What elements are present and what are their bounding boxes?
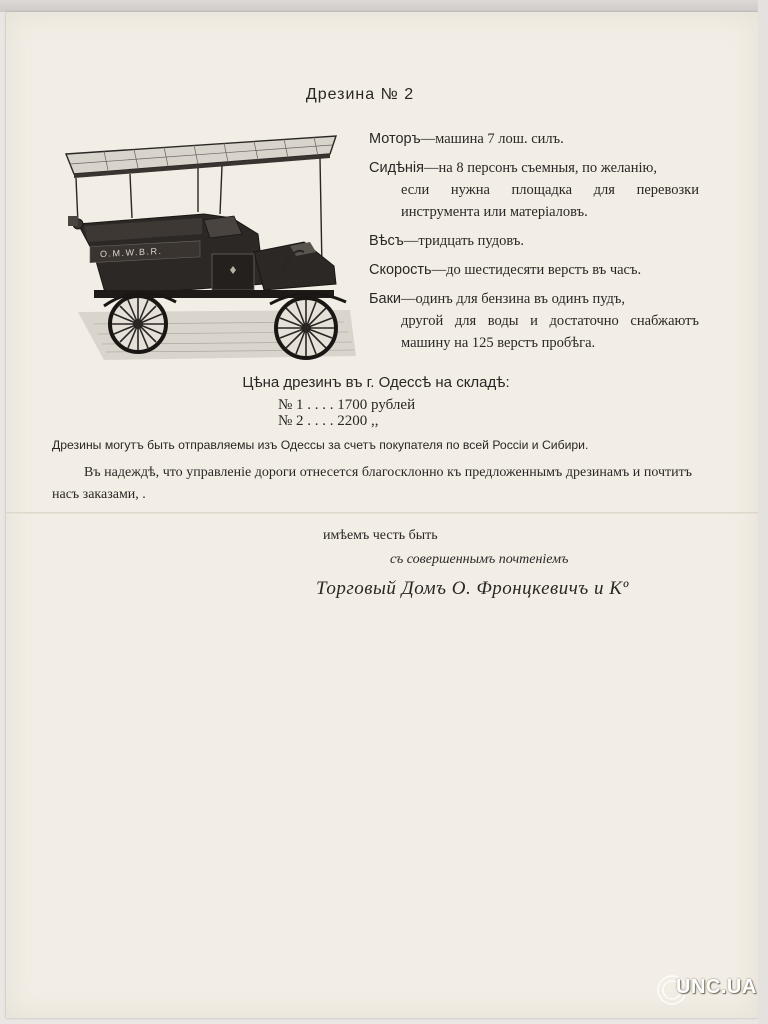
scan-top-strip: [0, 0, 768, 12]
spec-continuation: если нужна площадка для перевозки инструмента или матеріаловъ.: [401, 182, 699, 220]
closing-paragraph: Въ надеждѣ, что управленіе дороги отнесется благосклонно къ предложеннымъ дрезинамъ и почтитъ насъ заказами, .: [52, 465, 692, 502]
spec-label: Баки: [369, 291, 402, 307]
front-wheel: [276, 298, 336, 358]
spec-speed: [369, 259, 699, 281]
spec-text: —тридцать пудовъ.: [403, 233, 525, 249]
specs-list: [369, 128, 699, 361]
watermark-text: UNC.UA: [676, 976, 757, 998]
price-heading: Цѣна дрезинъ въ г. Одессѣ на складѣ:: [242, 374, 510, 391]
spec-motor: [369, 128, 699, 150]
scan-right-edge: [758, 0, 768, 1024]
spec-continuation: другой для воды и достаточно снабжаютъ машину на 125 верстъ пробѣга.: [401, 313, 699, 351]
price-row-2: № 2 . . . . 2200 ,,: [278, 413, 379, 429]
spec-seats: [369, 157, 699, 223]
paper-fold-line: [6, 512, 758, 514]
rear-wheel: [110, 296, 166, 352]
delivery-note: Дрезины могутъ быть отправляемы изъ Одессы за счетъ покупателя по всей Россіи и Сибири.: [52, 438, 589, 452]
railcar-illustration: [64, 134, 358, 366]
spec-text: —на 8 персонъ съемныя, по желанію,: [424, 160, 657, 176]
signature-regards: имѣемъ честь быть: [323, 528, 438, 543]
spec-text: —до шестидесяти верстъ въ часъ.: [431, 262, 642, 278]
spec-label: Моторъ: [369, 131, 421, 147]
price-row-1: № 1 . . . . 1700 рублей: [278, 397, 416, 413]
spec-text: —одинъ для бензина въ одинъ пудъ,: [401, 291, 626, 307]
railcar-plate-text: O.M.W.B.R.: [100, 245, 163, 260]
spec-text: —машина 7 лош. силъ.: [420, 131, 564, 147]
signature-firm: Торговый Домъ О. Фронцкевичъ и Кº: [316, 578, 629, 599]
spec-label: Сидѣнія: [369, 160, 424, 176]
spec-tanks: [369, 288, 699, 354]
spec-weight: [369, 230, 699, 252]
document-title: Дрезина № 2: [305, 86, 415, 103]
signature-respect: съ совершеннымъ почтеніемъ: [390, 552, 569, 567]
spec-label: Вѣсъ: [369, 233, 404, 249]
spec-label: Скорость: [369, 262, 432, 278]
